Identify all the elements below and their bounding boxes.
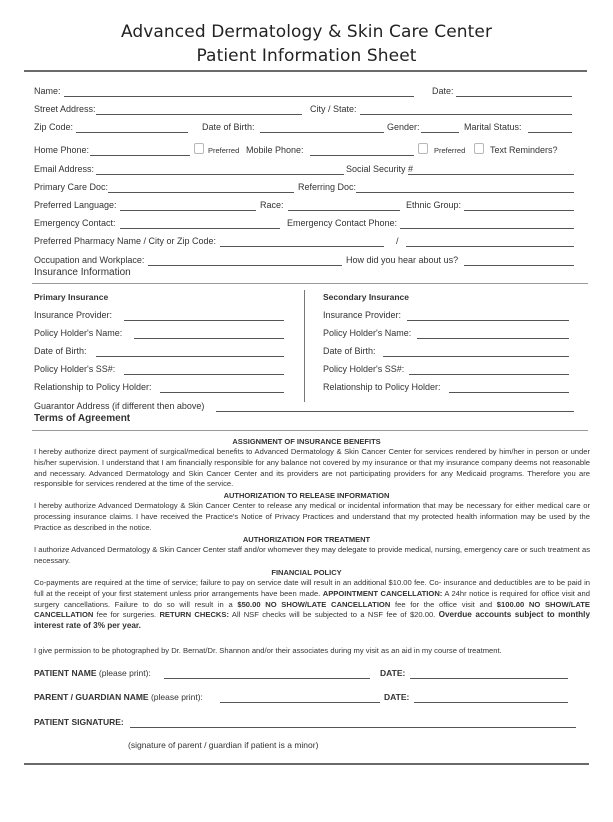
- row-emergency: [34, 218, 590, 232]
- secondary-ssn-row: [323, 364, 583, 378]
- treatment-heading: AUTHORIZATION FOR TREATMENT: [242, 535, 371, 544]
- photo-permission-text: I give permission to be photographed by Dr. Bernat/Dr. Shannon and/or their associates during my visit as an aid in my course of treatment.: [34, 646, 502, 655]
- secondary-provider-label: Insurance Provider:: [323, 310, 402, 320]
- primary-holder-name-label: Policy Holder's Name:: [34, 328, 123, 338]
- primary-relationship-field[interactable]: [160, 392, 284, 393]
- secondary-holder-name-label: Policy Holder's Name:: [323, 328, 412, 338]
- social-security-label: Social Security #: [346, 164, 414, 174]
- social-security-field[interactable]: [408, 174, 574, 175]
- pharmacy-separator: /: [396, 236, 399, 246]
- city-state-label: City / State:: [310, 104, 357, 114]
- home-phone-label: Home Phone:: [34, 145, 90, 155]
- primary-relationship-row: [34, 382, 294, 396]
- patient-name-label-rest: (please print):: [96, 668, 151, 678]
- form-subtitle: Patient Information Sheet: [196, 46, 417, 66]
- ethnic-group-label: Ethnic Group:: [406, 200, 462, 210]
- financial-text-5: All NSF checks will be subjected to a NSF fee of $20.00.: [229, 610, 439, 620]
- emergency-contact-phone-field[interactable]: [400, 228, 574, 229]
- treatment-text: I authorize Advanced Dermatology & Skin Cancer Center staff and/or whomever they may delegate to provide medical, nursing, emergency care or such treatment as necessary.: [34, 545, 590, 565]
- emergency-contact-label: Emergency Contact:: [34, 218, 116, 228]
- primary-holder-name-field[interactable]: [134, 338, 284, 339]
- secondary-relationship-label: Relationship to Policy Holder:: [323, 382, 441, 392]
- date-field[interactable]: [456, 96, 572, 97]
- financial-text-2: A 24hr notice is required for office visit and surgery cancellations. Failure to do so will result in a: [34, 588, 590, 609]
- primary-insurance-heading: Primary Insurance: [34, 292, 109, 302]
- date-label: Date:: [432, 86, 454, 96]
- primary-provider-label: Insurance Provider:: [34, 310, 113, 320]
- gender-field[interactable]: [421, 132, 459, 133]
- guardian-name-field[interactable]: [220, 702, 380, 703]
- gender-label: Gender:: [387, 122, 420, 132]
- financial-text-4: fee for surgeries.: [93, 610, 160, 620]
- mobile-phone-field[interactable]: [310, 155, 414, 156]
- financial-text-1: Co-payments are required at the time of service; failure to pay on service date will result in an additional $10.00 fee. Co- insurance and deductibles are to be paid in full at the receipt of your first statement unless prior arrangements have been made.: [34, 578, 590, 598]
- guarantor-label: Guarantor Address (if different then above): [34, 401, 205, 411]
- no-show-fee-office: $50.00 NO SHOW/LATE CANCELLATION: [237, 599, 391, 609]
- secondary-provider-field[interactable]: [407, 320, 569, 321]
- secondary-provider-row: [323, 310, 583, 324]
- release-text: I hereby authorize Advanced Dermatology & Skin Cancer Center to release any medical or incidental information that may be necessary for either medical care or processing insurance claims. I have received the Practice's Notice of Privacy Practices and understand that my protected health information may be used by the Practice as described in the notice.: [34, 501, 590, 532]
- dob-field[interactable]: [260, 132, 384, 133]
- home-phone-field[interactable]: [90, 155, 190, 156]
- guardian-name-label: [34, 692, 203, 702]
- emergency-contact-phone-label: Emergency Contact Phone:: [287, 218, 398, 228]
- text-reminders-label: Text Reminders?: [490, 145, 558, 155]
- street-address-label: Street Address:: [34, 104, 96, 114]
- primary-provider-field[interactable]: [124, 320, 284, 321]
- street-address-field[interactable]: [96, 114, 302, 115]
- footer-divider: [24, 763, 589, 765]
- primary-provider-row: [34, 310, 294, 324]
- primary-relationship-label: Relationship to Policy Holder:: [34, 382, 152, 392]
- mobile-phone-preferred-checkbox[interactable]: [418, 143, 428, 154]
- assignment-heading: ASSIGNMENT OF INSURANCE BENEFITS: [232, 437, 381, 446]
- ethnic-group-field[interactable]: [464, 210, 574, 211]
- patient-date-field[interactable]: [410, 678, 568, 679]
- secondary-insurance-heading: Secondary Insurance: [323, 292, 409, 302]
- insurance-column-divider: [304, 290, 305, 402]
- row-doctors: [34, 182, 590, 196]
- primary-ssn-field[interactable]: [124, 374, 284, 375]
- preferred-label-2: Preferred: [434, 146, 466, 155]
- zip-code-field[interactable]: [76, 132, 188, 133]
- row-pharmacy: [34, 236, 590, 250]
- patient-name-field[interactable]: [164, 678, 370, 679]
- assignment-text: I hereby authorize direct payment of surgical/medical benefits to Advanced Dermatology & Skin Cancer Center for services rendered by him/her in person or under his/her supervision. I understand that I am financially responsible for any balance not covered by my insurance or that my insurance company deems not reasonable and necessary. Advanced Dermatology and Skin Cancer Center and its providers are not participating providers for any Medicaid programs. Therefore you are responsible for services rendered at the time of the service.: [34, 447, 590, 489]
- patient-date-label: DATE:: [380, 668, 406, 678]
- guardian-date-field[interactable]: [414, 702, 568, 703]
- secondary-dob-label: Date of Birth:: [323, 346, 376, 356]
- primary-holder-name-row: [34, 328, 294, 342]
- row-name-date: [34, 86, 590, 100]
- primary-dob-field[interactable]: [96, 356, 284, 357]
- secondary-relationship-field[interactable]: [449, 392, 569, 393]
- terms-divider: [32, 430, 588, 431]
- patient-name-label-bold: PATIENT NAME: [34, 668, 97, 678]
- referring-doc-label: Referring Doc:: [298, 182, 357, 192]
- primary-ssn-label: Policy Holder's SS#:: [34, 364, 116, 374]
- how-hear-field[interactable]: [464, 265, 574, 266]
- primary-dob-row: [34, 346, 294, 360]
- secondary-holder-name-field[interactable]: [417, 338, 569, 339]
- guardian-name-row: [34, 692, 590, 706]
- occupation-label: Occupation and Workplace:: [34, 255, 145, 265]
- overdue-accounts-notice: Overdue accounts subject to monthly interest rate of 3% per year.: [34, 610, 591, 631]
- primary-ssn-row: [34, 364, 294, 378]
- guardian-name-label-rest: (please print):: [148, 692, 203, 702]
- patient-signature-row: [34, 717, 590, 731]
- patient-name-row: [34, 668, 590, 682]
- row-zip-dob: [34, 122, 590, 136]
- preferred-label-1: Preferred: [208, 146, 240, 155]
- guardian-date-label: DATE:: [384, 692, 410, 702]
- patient-signature-label: PATIENT SIGNATURE:: [34, 717, 124, 727]
- secondary-relationship-row: [323, 382, 583, 396]
- header-divider: [24, 70, 587, 72]
- financial-heading: FINANCIAL POLICY: [271, 568, 342, 577]
- mobile-phone-label: Mobile Phone:: [246, 145, 304, 155]
- text-reminders-checkbox[interactable]: [474, 143, 484, 154]
- guarantor-field[interactable]: [216, 411, 574, 412]
- dob-label: Date of Birth:: [202, 122, 255, 132]
- row-phones: [34, 145, 590, 159]
- email-address-field[interactable]: [96, 174, 344, 175]
- terms-section-title: Terms of Agreement: [34, 413, 131, 424]
- home-phone-preferred-checkbox[interactable]: [194, 143, 204, 154]
- zip-code-label: Zip Code:: [34, 122, 74, 132]
- primary-care-doc-field[interactable]: [108, 192, 294, 193]
- appointment-cancellation-label: APPOINTMENT CANCELLATION:: [322, 588, 443, 598]
- preferred-pharmacy-label: Preferred Pharmacy Name / City or Zip Code:: [34, 236, 217, 246]
- row-address: [34, 104, 590, 118]
- patient-name-label: [34, 668, 151, 678]
- primary-dob-label: Date of Birth:: [34, 346, 87, 356]
- marital-status-label: Marital Status:: [464, 122, 522, 132]
- name-label: Name:: [34, 86, 61, 96]
- guardian-name-label-bold: PARENT / GUARDIAN NAME: [34, 692, 149, 702]
- secondary-ssn-label: Policy Holder's SS#:: [323, 364, 405, 374]
- no-show-fee-surgery: $100.00 NO SHOW/LATE CANCELLATION: [34, 599, 590, 620]
- preferred-language-label: Preferred Language:: [34, 200, 117, 210]
- secondary-ssn-field[interactable]: [409, 374, 569, 375]
- city-state-field[interactable]: [360, 114, 572, 115]
- secondary-dob-row: [323, 346, 583, 360]
- emergency-contact-field[interactable]: [120, 228, 280, 229]
- financial-text: [34, 578, 590, 632]
- form-title: Advanced Dermatology & Skin Care Center: [120, 22, 493, 42]
- insurance-divider: [32, 283, 588, 284]
- release-heading: AUTHORIZATION TO RELEASE INFORMATION: [223, 491, 390, 500]
- how-hear-label: How did you hear about us?: [346, 255, 459, 265]
- preferred-language-field[interactable]: [120, 210, 256, 211]
- signature-note: (signature of parent / guardian if patient is a minor): [128, 740, 319, 750]
- race-label: Race:: [260, 200, 284, 210]
- marital-status-field[interactable]: [528, 132, 572, 133]
- occupation-field[interactable]: [148, 265, 342, 266]
- return-checks-label: RETURN CHECKS:: [159, 610, 230, 620]
- row-demographics: [34, 200, 590, 214]
- email-address-label: Email Address:: [34, 164, 95, 174]
- race-field[interactable]: [288, 210, 400, 211]
- pharmacy-name-field[interactable]: [220, 246, 384, 247]
- financial-text-3: fee for the office visit and: [390, 599, 497, 609]
- patient-signature-field[interactable]: [130, 727, 576, 728]
- insurance-section-title: Insurance Information: [34, 267, 131, 278]
- primary-care-doc-label: Primary Care Doc:: [34, 182, 109, 192]
- secondary-holder-name-row: [323, 328, 583, 342]
- row-email-ssn: [34, 164, 590, 178]
- pharmacy-city-zip-field[interactable]: [406, 246, 574, 247]
- referring-doc-field[interactable]: [356, 192, 574, 193]
- name-field[interactable]: [64, 96, 414, 97]
- secondary-dob-field[interactable]: [383, 356, 569, 357]
